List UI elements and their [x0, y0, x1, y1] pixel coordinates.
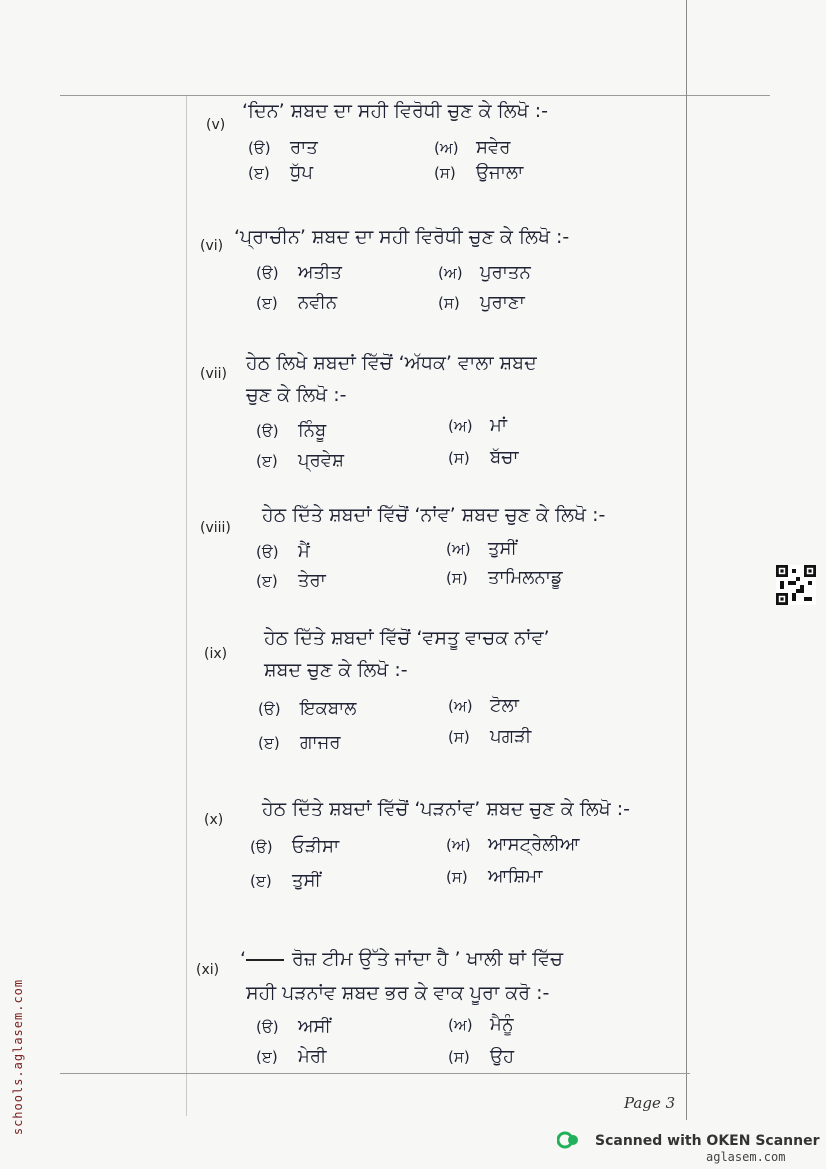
option-a: (ੳ) ਰਾਤ	[248, 137, 318, 158]
question-text: ਹੇਠ ਦਿੱਤੇ ਸ਼ਬਦਾਂ ਵਿੱਚੋਂ ‘ਨਾਂਵ’ ਸ਼ਬਦ ਚੁਣ ਕੇ ਲਿਖੋ :-	[262, 504, 606, 526]
option-d: (ਸ) ਆਸ਼ਿਮਾ	[446, 866, 543, 887]
question-text: ‘ਪ੍ਰਾਚੀਨ’ ਸ਼ਬਦ ਦਾ ਸਹੀ ਵਿਰੋਧੀ ਚੁਣ ਕੇ ਲਿਖੋ :-	[234, 226, 570, 248]
option-b: (ਅ) ਤੁਸੀਂ	[446, 538, 517, 559]
option-c: (ੲ) ਪ੍ਰਵੇਸ਼	[256, 450, 345, 471]
fill-in-blank	[246, 959, 284, 961]
option-b: (ਅ) ਮੈਨੂੰ	[448, 1014, 514, 1035]
question-text: ‘ ਰੋਜ਼ ਟੀਮ ਉੱਤੇ ਜਾਂਦਾ ਹੈ ’ ਖਾਲੀ ਥਾਂ ਵਿੱਚ	[240, 948, 563, 970]
scanner-watermark: Scanned with OKEN Scanner	[595, 1133, 820, 1149]
side-site-watermark: schools.aglasem.com	[11, 978, 26, 1136]
top-margin-rule	[60, 95, 770, 96]
option-d: (ਸ) ਉਹ	[448, 1046, 515, 1067]
question-text: ‘ਦਿਨ’ ਸ਼ਬਦ ਦਾ ਸਹੀ ਵਿਰੋਧੀ ਚੁਣ ਕੇ ਲਿਖੋ :-	[242, 100, 548, 122]
option-c: (ੲ) ਮੇਰੀ	[256, 1046, 327, 1067]
option-c: (ੲ) ਗਾਜਰ	[258, 732, 341, 753]
option-d: (ਸ) ਤਾਮਿਲਨਾਡੂ	[446, 567, 563, 588]
option-c: (ੲ) ਤੁਸੀਂ	[250, 870, 321, 891]
option-b: (ਅ) ਟੋਲਾ	[448, 695, 519, 716]
option-d: (ਸ) ਬੱਚਾ	[448, 447, 519, 468]
right-margin-rule	[686, 0, 687, 1120]
option-b: (ਅ) ਮਾਂ	[448, 415, 507, 436]
question-number: (ix)	[204, 646, 228, 662]
bottom-margin-rule	[60, 1073, 690, 1074]
option-b: (ਅ) ਪੁਰਾਤਨ	[438, 262, 531, 283]
option-d: (ਸ) ਪੁਰਾਣਾ	[438, 292, 525, 313]
question-number: (v)	[206, 117, 226, 133]
option-a: (ੳ) ਨਿੰਬੂ	[256, 420, 327, 441]
question-number: (xi)	[196, 962, 220, 978]
question-number: (vi)	[200, 238, 224, 254]
left-margin-rule	[186, 96, 187, 1116]
site-watermark: aglasem.com	[706, 1150, 786, 1164]
option-a: (ੳ) ਅਤੀਤ	[256, 262, 342, 283]
scanner-logo-icon	[557, 1131, 579, 1149]
option-b: (ਅ) ਸਵੇਰ	[434, 137, 511, 158]
question-number: (x)	[204, 812, 224, 828]
question-text: ਹੇਠ ਦਿੱਤੇ ਸ਼ਬਦਾਂ ਵਿੱਚੋਂ ‘ਪੜਨਾਂਵ’ ਸ਼ਬਦ ਚੁਣ ਕੇ ਲਿਖੋ :-	[262, 798, 631, 820]
open-quote: ‘	[240, 948, 247, 970]
question-text-continued: ਚੁਣ ਕੇ ਲਿਖੋ :-	[246, 384, 347, 406]
option-a: (ੳ) ਅਸੀਂ	[256, 1016, 331, 1037]
question-number: (viii)	[200, 520, 231, 536]
option-a: (ੳ) ਮੈਂ	[256, 541, 310, 562]
question-text: ਹੇਠ ਲਿਖੇ ਸ਼ਬਦਾਂ ਵਿੱਚੋਂ ‘ਅੱਧਕ’ ਵਾਲਾ ਸ਼ਬਦ	[246, 352, 537, 374]
option-c: (ੲ) ਧੁੱਪ	[248, 162, 313, 183]
qr-code-icon	[776, 565, 816, 605]
option-a: (ੳ) ਇਕਬਾਲ	[258, 698, 357, 719]
question-text-continued: ਸਹੀ ਪੜਨਾਂਵ ਸ਼ਬਦ ਭਰ ਕੇ ਵਾਕ ਪੂਰਾ ਕਰੋ :-	[246, 982, 550, 1004]
option-d: (ਸ) ਉਜਾਲਾ	[434, 162, 524, 183]
question-text: ਹੇਠ ਦਿੱਤੇ ਸ਼ਬਦਾਂ ਵਿੱਚੋਂ ‘ਵਸਤੂ ਵਾਚਕ ਨਾਂਵ’	[264, 627, 550, 649]
option-c: (ੲ) ਨਵੀਨ	[256, 292, 338, 313]
page-number-label: Page 3	[624, 1094, 676, 1112]
question-number: (vii)	[200, 366, 227, 382]
option-a: (ੳ) ਓੜੀਸਾ	[250, 836, 340, 857]
option-d: (ਸ) ਪਗੜੀ	[448, 726, 532, 747]
question-text-continued: ਸ਼ਬਦ ਚੁਣ ਕੇ ਲਿਖੋ :-	[264, 659, 408, 681]
option-b: (ਅ) ਆਸਟ੍ਰੇਲੀਆ	[446, 834, 580, 855]
option-c: (ੲ) ਤੇਰਾ	[256, 570, 326, 591]
